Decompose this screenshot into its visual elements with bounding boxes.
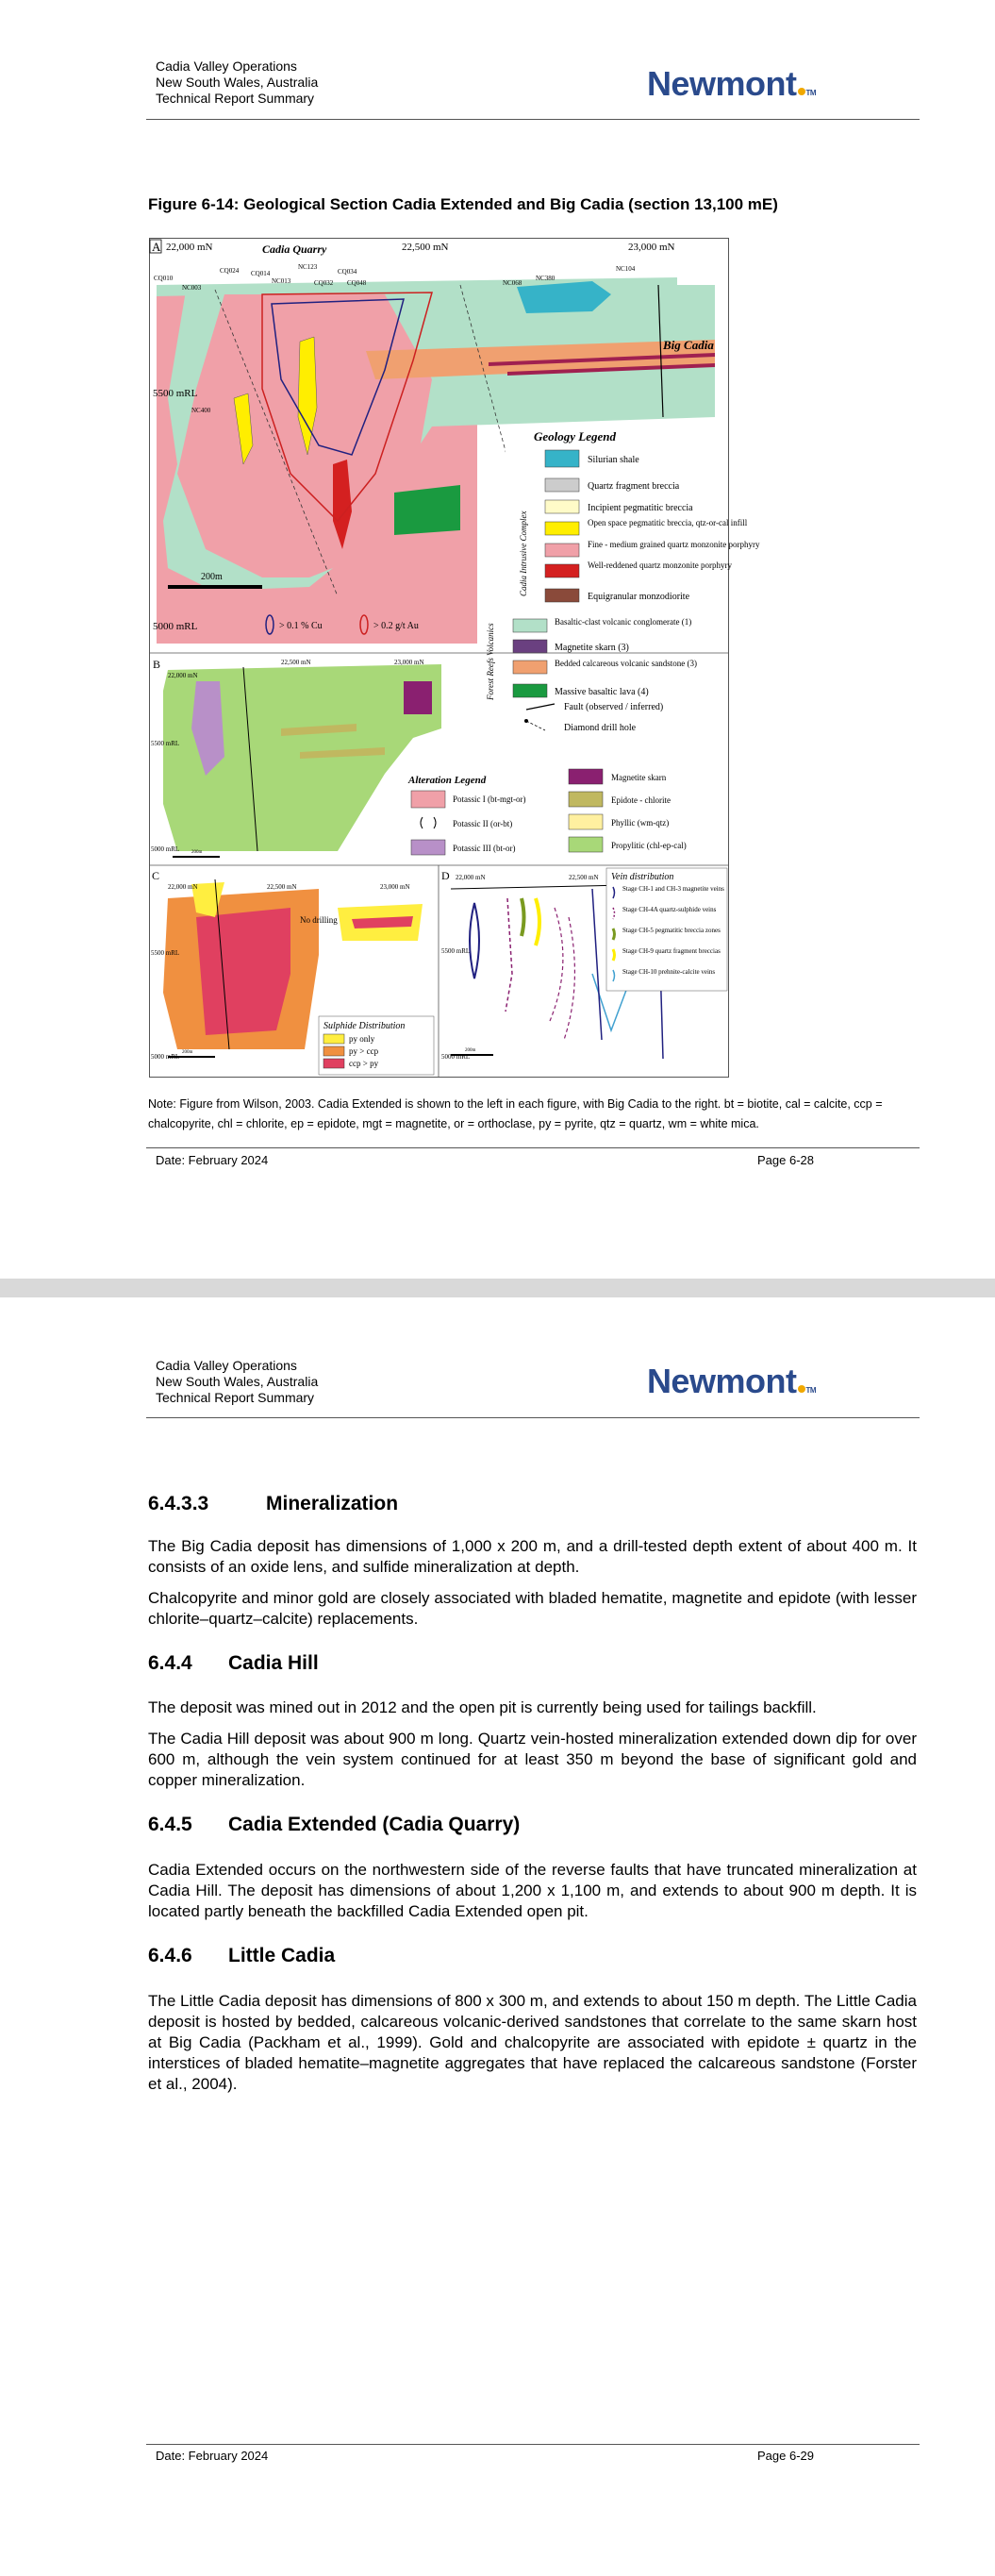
- heading-text: Little Cadia: [228, 1945, 336, 1966]
- alteration-label: Potassic I (bt-mgt-or): [453, 795, 526, 804]
- header-line-1: Cadia Valley Operations: [156, 1358, 297, 1373]
- figure-note: Note: Figure from Wilson, 2003. Cadia Extended is shown to the left in each figure, with Big Cadia to the right. bt = biotite, cal = calcite, ccp = chalcopyrite, chl = chlorite, ep = epidote, mgt = magnetite, or = orthoclase, py = pyrite, qtz = quartz, wm = white mica.: [148, 1097, 883, 1130]
- heading-number: 6.4.4: [148, 1652, 192, 1674]
- panel-a-grid-3: 23,000 mN: [628, 242, 675, 253]
- legend-label: Fine - medium grained quartz monzonite porphyry: [588, 540, 760, 549]
- vein-legend-title: Vein distribution: [611, 872, 674, 882]
- sulphide-swatch-py-gt-ccp: [323, 1046, 344, 1056]
- panel-c-grid-1: 22,000 mN: [168, 883, 198, 891]
- hole-label: CQ034: [338, 268, 357, 276]
- au-legend-label: > 0.2 g/t Au: [373, 621, 419, 631]
- alteration-label: Phyllic (wm-qtz): [611, 818, 670, 828]
- panel-a-scale-label: 200m: [201, 572, 223, 582]
- heading-number: 6.4.6: [148, 1945, 192, 1966]
- panel-b-grid-3: 23,000 mN: [394, 659, 424, 666]
- heading-cadia-extended: [148, 1814, 520, 1836]
- heading-number: 6.4.5: [148, 1814, 192, 1835]
- vein-swatch-ch9: [613, 949, 615, 961]
- heading-mineralization: [148, 1493, 398, 1515]
- panel-c-rl-5500: 5500 mRL: [151, 949, 180, 957]
- sulphide-label: ccp > py: [349, 1059, 379, 1068]
- header-line-2: New South Wales, Australia: [156, 1374, 319, 1389]
- hole-label: NC003: [182, 284, 202, 292]
- geology-legend-title: Geology Legend: [534, 429, 617, 443]
- legend-swatch-quartz-breccia: [545, 478, 579, 492]
- newmont-logo: [647, 1362, 816, 1401]
- legend-label: Magnetite skarn (3): [555, 643, 629, 653]
- legend-label: Well-reddened quartz monzonite porphyry: [588, 560, 732, 570]
- forest-reefs-volcanics-label: Forest Reefs Volcanics: [486, 623, 495, 700]
- report-header: [156, 1358, 318, 1406]
- alteration-swatch-propylitic: [569, 837, 603, 852]
- newmont-logo: [647, 64, 816, 104]
- header-line-2: New South Wales, Australia: [156, 75, 319, 90]
- panel-b-letter: B: [153, 658, 161, 671]
- heading-text: Cadia Hill: [228, 1652, 319, 1674]
- legend-swatch-conglomerate: [513, 619, 547, 632]
- vein-label: Stage CH-5 pegmatitic breccia zones: [622, 927, 721, 934]
- panel-d-rl-5500: 5500 mRL: [441, 947, 471, 955]
- report-header: [156, 59, 318, 107]
- heading-cadia-hill: [148, 1652, 319, 1675]
- panel-b-rl-5000: 5000 mRL: [151, 845, 180, 853]
- panel-d-letter: D: [441, 869, 450, 882]
- alteration-label: Propylitic (chl-ep-cal): [611, 841, 687, 850]
- heading-number: 6.4.3.3: [148, 1493, 209, 1514]
- legend-swatch-incipient-breccia: [545, 500, 579, 513]
- alteration-swatch-phyllic: [569, 814, 603, 829]
- sulphide-swatch-py-only: [323, 1034, 344, 1044]
- vein-label: Stage CH-9 quartz fragment breccias: [622, 947, 721, 955]
- legend-label: Bedded calcareous volcanic sandstone (3): [555, 659, 697, 668]
- paragraph: The deposit was mined out in 2012 and the open pit is currently being used for tailings backfill.: [148, 1698, 817, 1716]
- page-6-28: [0, 0, 995, 1279]
- legend-label: Quartz fragment breccia: [588, 481, 680, 492]
- heading-text: Cadia Extended (Cadia Quarry): [228, 1814, 521, 1835]
- vein-label: Stage CH-10 prehnite-calcite veins: [622, 968, 716, 976]
- panel-c-rl-5000: 5000 mRL: [151, 1053, 180, 1061]
- alteration-swatch-potassic-i: [411, 791, 445, 808]
- panel-a-grid-2: 22,500 mN: [402, 242, 449, 253]
- legend-swatch-magnetite-skarn: [513, 640, 547, 653]
- footer-date: Date: February 2024: [156, 1153, 269, 1167]
- alteration-label: Potassic III (bt-or): [453, 844, 516, 853]
- footer-rule: [146, 2444, 920, 2445]
- alteration-label: Magnetite skarn: [611, 773, 667, 782]
- sulphide-swatch-ccp-gt-py: [323, 1059, 344, 1068]
- hole-label: NC400: [191, 407, 211, 414]
- vein-label: Stage CH-1 and CH-3 magnetite veins: [622, 885, 724, 893]
- header-line-1: Cadia Valley Operations: [156, 59, 297, 74]
- panel-c-scale-label: 200m: [182, 1050, 193, 1055]
- panel-a-rl-5500: 5500 mRL: [153, 388, 198, 399]
- logo-text: Newmont: [646, 1362, 797, 1400]
- legend-label: Massive basaltic lava (4): [555, 687, 649, 697]
- legend-swatch-monzodiorite: [545, 589, 579, 602]
- header-line-3: Technical Report Summary: [156, 91, 315, 106]
- legend-label: Silurian shale: [588, 455, 639, 465]
- alteration-label: Potassic II (or-bt): [453, 819, 513, 828]
- sulphide-label: py only: [349, 1034, 375, 1044]
- hole-label: CQ024: [220, 267, 240, 275]
- hole-label: CQ032: [314, 279, 334, 287]
- massive-basalt: [394, 485, 460, 535]
- sulphide-label: py > ccp: [349, 1046, 379, 1056]
- alteration-swatch-magnetite-skarn: [569, 769, 603, 784]
- footer-rule: [146, 1147, 920, 1148]
- paragraph: The Big Cadia deposit has dimensions of 1,000 x 200 m, and a drill-tested depth extent of about 400 m. It consists of an oxide lens, and sulfide mineralization at depth.: [148, 1537, 917, 1576]
- hole-label: CQ014: [251, 270, 271, 277]
- hole-label: CQ048: [347, 279, 367, 287]
- footer-date: Date: February 2024: [156, 2449, 269, 2463]
- logo-trademark: TM: [805, 89, 816, 97]
- big-cadia-label: Big Cadia: [663, 338, 714, 352]
- panel-b-scale-label: 200m: [191, 850, 203, 855]
- cadia-intrusive-complex-label: Cadia Intrusive Complex: [519, 510, 528, 596]
- legend-swatch-fine-porphyry: [545, 544, 579, 557]
- drill-hole-legend-label: Diamond drill hole: [564, 723, 637, 733]
- paragraph: Cadia Extended occurs on the northwestern side of the reverse faults that have truncated mineralization at Cadia Hill. The deposit has dimensions of about 1,200 x 1,100 m, and extends to about 900 m depth. It is located partly beneath the backfilled Cadia Extended open pit.: [148, 1861, 917, 1920]
- alteration-swatch-potassic-iii: [411, 840, 445, 855]
- geology-legend: [486, 427, 760, 738]
- page-number: Page 6-28: [757, 1153, 814, 1167]
- panel-c-grid-3: 23,000 mN: [380, 883, 410, 891]
- panel-c-letter: C: [152, 869, 160, 882]
- hole-label: CQ010: [154, 275, 174, 282]
- legend-swatch-sandstone: [513, 661, 547, 674]
- panel-b-grid-2: 22,500 mN: [281, 659, 311, 666]
- logo-text: Newmont: [646, 64, 797, 103]
- hole-label: NC013: [272, 277, 291, 285]
- hole-label: NC068: [503, 279, 522, 287]
- heading-little-cadia: [148, 1945, 335, 1967]
- legend-label: Basaltic-clast volcanic conglomerate (1): [555, 617, 692, 627]
- vein-label: Stage CH-4A quartz-sulphide veins: [622, 906, 717, 913]
- panel-d-rl-5000: 5000 mRL: [441, 1053, 471, 1061]
- paragraph: Chalcopyrite and minor gold are closely associated with bladed hematite, magnetite and epidote (with lesser chlorite–quartz–calcite) replacements.: [148, 1589, 917, 1628]
- hole-label: NC104: [616, 265, 636, 273]
- cadia-quarry-label: Cadia Quarry: [262, 243, 327, 256]
- no-drilling-label: No drilling: [300, 915, 338, 925]
- magnetite-skarn-zone-b: [404, 681, 432, 714]
- legend-swatch-silurian-shale: [545, 450, 579, 467]
- header-line-3: Technical Report Summary: [156, 1390, 315, 1405]
- hole-label: NC380: [536, 275, 556, 282]
- sulphide-legend-title: Sulphide Distribution: [323, 1021, 406, 1031]
- logo-trademark: TM: [805, 1386, 816, 1395]
- panel-c-grid-2: 22,500 mN: [267, 883, 297, 891]
- paragraph: The Cadia Hill deposit was about 900 m long. Quartz vein-hosted mineralization extended down dip for over 600 m, although the vein system continued for at least 350 m beyond the base of significant gold and copper mineralization.: [148, 1730, 917, 1789]
- header-rule: [146, 1417, 920, 1418]
- panel-a-rl-5000: 5000 mRL: [153, 621, 198, 632]
- panel-d-grid-1: 22,000 mN: [456, 874, 486, 881]
- alteration-label: Epidote - chlorite: [611, 795, 671, 805]
- hole-label: NC123: [298, 263, 318, 271]
- legend-swatch-reddened-porphyry: [545, 564, 579, 577]
- drill-collar-icon: [524, 719, 528, 723]
- legend-swatch-open-space-breccia: [545, 522, 579, 535]
- legend-swatch-basaltic-lava: [513, 684, 547, 697]
- ccp-py-zone: [196, 908, 290, 1035]
- page-6-29: [0, 1297, 995, 2576]
- legend-label: Equigranular monzodiorite: [588, 592, 690, 602]
- alteration-swatch-epidote: [569, 792, 603, 807]
- panel-d-scale-label: 200m: [465, 1048, 476, 1053]
- vein-swatch-ch5: [613, 928, 615, 940]
- panel-a-grid-1: 22,000 mN: [166, 242, 213, 253]
- legend-label: Incipient pegmatitic breccia: [588, 503, 693, 513]
- cu-legend-label: > 0.1 % Cu: [279, 621, 323, 631]
- alteration-legend-title: Alteration Legend: [408, 775, 487, 786]
- header-rule: [146, 119, 920, 120]
- panel-d-grid-2: 22,500 mN: [569, 874, 599, 881]
- page-number: Page 6-29: [757, 2449, 814, 2463]
- panel-a-letter: A: [152, 240, 161, 254]
- heading-text: Mineralization: [266, 1493, 399, 1514]
- figure-title: Figure 6-14: Geological Section Cadia Extended and Big Cadia (section 13,100 mE): [148, 195, 778, 213]
- geological-section-figure: [149, 238, 760, 1078]
- panel-b-grid-1: 22,000 mN: [168, 672, 198, 679]
- legend-label: Open space pegmatitic breccia, qtz-or-cal infill: [588, 518, 748, 527]
- fault-legend-label: Fault (observed / inferred): [564, 702, 664, 712]
- panel-b-rl-5500: 5500 mRL: [151, 740, 180, 747]
- paragraph: The Little Cadia deposit has dimensions of 800 x 300 m, and extends to about 150 m depth. The Little Cadia deposit is hosted by bedded, calcareous volcanic-derived sandstones that correlate to the same skarn host at Big Cadia (Packham et al., 1999). Gold and chalcopyrite are associated with epidote ± quartz in the interstices of bladed hematite–magnetite aggregates that have replaced the calcareous sandstone (Forster et al., 2004).: [148, 1992, 917, 2093]
